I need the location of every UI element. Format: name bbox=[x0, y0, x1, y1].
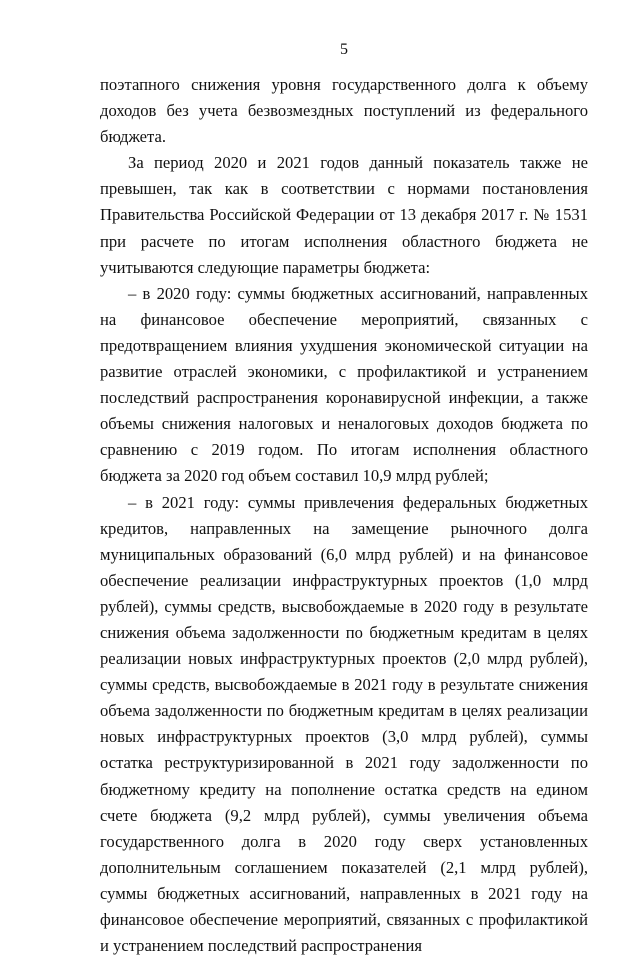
paragraph-2021-parameters: – в 2021 году: суммы привлечения федеральных бюджетных кредитов, направленных на замещение рыночного долга муниципальных образований (6,0 млрд рублей) и на финансовое обеспечение реализации инфраструктурных проектов (1,0 млрд рублей), суммы средств, высвобождаемые в 2020 году в результате снижения объема задолженности по бюджетным кредитам в целях реализации новых инфраструктурных проектов (2,0 млрд рублей), суммы средств, высвобождаемые в 2021 году в результате снижения объема задолженности по бюджетным кредитам в целях реализации новых инфраструктурных проектов (3,0 млрд рублей), суммы остатка реструктуризированной в 2021 году задолженности по бюджетному кредиту на пополнение остатка средств на едином счете бюджета (9,2 млрд рублей), суммы увеличения объема государственного долга в 2020 году сверх установленных дополнительным соглашением показателей (2,1 млрд рублей), суммы бюджетных ассигнований, направленных в 2021 году на финансовое обеспечение мероприятий, связанных с профилактикой и устранением последствий распространения bbox=[100, 490, 588, 959]
paragraph-continuation: поэтапного снижения уровня государственного долга к объему доходов без учета безвозмездных поступлений из федерального бюджета. bbox=[100, 72, 588, 150]
paragraph-2020-parameters: – в 2020 году: суммы бюджетных ассигнований, направленных на финансовое обеспечение мероприятий, связанных с предотвращением влияния ухудшения экономической ситуации на развитие отраслей экономики, с профилактикой и устранением последствий распространения коронавирусной инфекции, а также объемы снижения налоговых и неналоговых доходов бюджета по сравнению с 2019 годом. По итогам исполнения областного бюджета за 2020 год объем составил 10,9 млрд рублей; bbox=[100, 281, 588, 490]
paragraph-indicator-not-exceeded: За период 2020 и 2021 годов данный показатель также не превышен, так как в соответствии с нормами постановления Правительства Российской Федерации от 13 декабря 2017 г. № 1531 при расчете по итогам исполнения областного бюджета не учитываются следующие параметры бюджета: bbox=[100, 150, 588, 280]
page-number: 5 bbox=[100, 40, 588, 60]
document-body bbox=[100, 72, 588, 959]
